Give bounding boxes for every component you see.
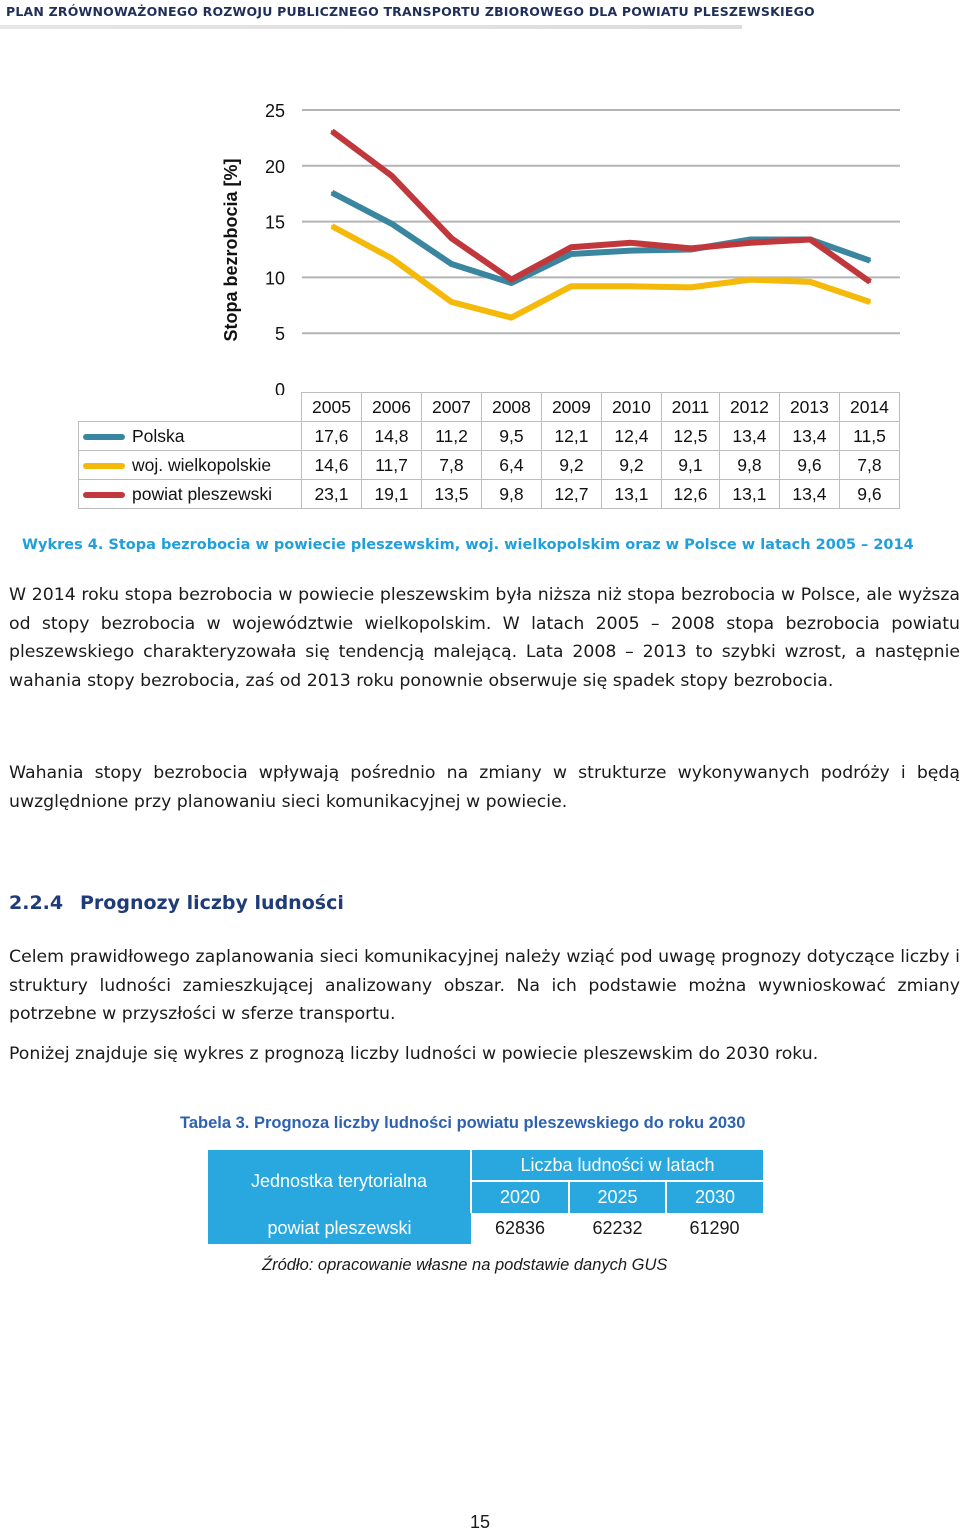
series-name: woj. wielkopolskie [132,454,272,475]
chart-table-row-wielkopolskie [79,451,900,480]
table-source-note: Źródło: opracowanie własne na podstawie danych GUS [262,1256,668,1274]
data-label: 13,1 [601,480,661,509]
chart-table-row-polska [79,422,900,451]
y-tick-label: 25 [264,101,285,121]
y-tick-label: 10 [264,268,285,289]
legend-key-wielkopolskie [83,463,125,469]
data-label: 14,6 [302,451,362,480]
data-point [570,246,572,248]
table-title: Tabela 3. Prognoza liczby ludności powiatu pleszewskiego do roku 2030 [180,1114,746,1132]
series-legend-wielkopolskie [79,451,302,480]
data-point [869,260,871,262]
y-tick-label: 20 [264,156,285,177]
data-point [391,257,393,259]
data-label: 6,4 [481,451,541,480]
section-heading [9,892,344,914]
data-point [451,301,453,303]
chart-year-label: 2006 [361,393,421,422]
chart-data-table [78,392,900,509]
data-label: 9,1 [661,451,719,480]
table-year-cell: 2020 [471,1181,569,1213]
data-label: 9,2 [541,451,601,480]
figure-caption: Wykres 4. Stopa bezrobocia w powiecie pleszewskim, woj. wielkopolskim oraz w Polsce w latach 2005 – 2014 [22,537,914,553]
chart-year-label: 2014 [839,393,899,422]
data-label: 12,1 [541,422,601,451]
chart-table-header-row [79,393,900,422]
series-name: Polska [132,425,185,446]
table-head-unit: Jednostka terytorialna [208,1150,471,1213]
population-forecast-table [208,1150,763,1244]
data-point [869,301,871,303]
chart-year-label: 2007 [421,393,481,422]
page-number: 15 [469,1512,491,1532]
table-row-label: powiat pleszewski [208,1213,471,1244]
data-label: 9,8 [719,451,779,480]
data-point [690,247,692,249]
table-year-cell: 2030 [666,1181,763,1213]
data-point [809,238,811,240]
table-head-group: Liczba ludności w latach [471,1150,763,1181]
data-label: 12,4 [601,422,661,451]
data-point [391,175,393,177]
y-tick-label: 5 [274,324,285,345]
data-point [750,279,752,281]
data-label: 13,4 [779,422,839,451]
table-head-row [208,1150,763,1181]
data-point [510,317,512,319]
legend-key-polska [83,434,125,440]
data-label: 14,8 [361,422,421,451]
y-tick-label: 15 [264,212,285,233]
paragraph-unemployment-impact: Wahania stopy bezrobocia wpływają pośrednio na zmiany w strukturze wykonywanych podróży i będą uwzględnione przy planowaniu sieci komunikacyjnej w powiecie. [9,763,960,812]
data-label: 13,4 [779,480,839,509]
series-legend-pleszewski [79,480,302,509]
data-label: 9,6 [779,451,839,480]
data-point [331,130,333,132]
data-point [809,281,811,283]
data-label: 12,5 [661,422,719,451]
data-label: 9,2 [601,451,661,480]
data-point [750,242,752,244]
chart-year-label: 2013 [779,393,839,422]
table-value-cell: 62836 [494,1218,546,1238]
document-header: PLAN ZRÓWNOWAŻONEGO ROZWOJU PUBLICZNEGO TRANSPORTU ZBIOROWEGO DLA POWIATU PLESZEWSKIEGO [6,4,815,19]
data-point [570,253,572,255]
data-label: 11,7 [361,451,421,480]
data-label: 11,5 [839,422,899,451]
data-point [331,192,333,194]
table-year-cell: 2025 [569,1181,666,1213]
chart-year-label: 2011 [661,393,719,422]
table-value-cell: 62232 [592,1218,643,1238]
series-legend-polska [79,422,302,451]
data-label: 9,5 [481,422,541,451]
series-line-2 [332,131,870,282]
section-title: Prognozy liczby ludności [80,892,344,914]
data-point [451,263,453,265]
data-point [331,225,333,227]
data-label: 13,5 [421,480,481,509]
data-label: 23,1 [302,480,362,509]
header-rule [0,25,742,29]
section-number: 2.2.4 [9,892,64,914]
data-point [630,285,632,287]
y-axis-label: Stopa bezrobocia [%] [221,158,241,342]
data-point [690,286,692,288]
data-point [391,223,393,225]
data-label: 13,4 [719,422,779,451]
data-label: 17,6 [302,422,362,451]
series-name: powiat pleszewski [132,483,273,504]
data-label: 9,8 [481,480,541,509]
y-tick-label: 0 [274,380,285,395]
table-value-cell: 61290 [689,1218,740,1238]
data-label: 7,8 [839,451,899,480]
paragraph-forecast-chart-note: Poniżej znajduje się wykres z prognozą liczby ludności w powiecie pleszewskim do 2030 roku. [9,1044,819,1064]
data-point [451,237,453,239]
data-point [570,285,572,287]
chart-table-corner [79,393,302,422]
data-point [630,242,632,244]
data-point [630,250,632,252]
table-data-row [208,1213,763,1244]
data-point [869,281,871,283]
data-label: 12,7 [541,480,601,509]
data-label: 7,8 [421,451,481,480]
data-label: 12,6 [661,480,719,509]
data-label: 11,2 [421,422,481,451]
chart-year-label: 2008 [481,393,541,422]
legend-key-pleszewski [83,492,125,498]
chart-table-row-pleszewski [79,480,900,509]
data-label: 9,6 [839,480,899,509]
chart-year-label: 2009 [541,393,601,422]
chart-year-label: 2010 [601,393,661,422]
paragraph-unemployment-trend: W 2014 roku stopa bezrobocia w powiecie pleszewskim była niższa niż stopa bezrobocia w Polsce, ale wyższa od stopy bezrobocia w województwie wielkopolskim. W latach 2005 – 2008 stopa bezrobocia powiatu pleszewskiego charakteryzowała się tendencją malejącą. Lata 2008 – 2013 to szybki wzrost, a następnie wahania stopy bezrobocia, zaś od 2013 roku ponownie obserwuje się spadek stopy bezrobocia. [9,585,960,691]
unemployment-line-chart [0,80,960,395]
data-label: 19,1 [361,480,421,509]
paragraph-forecast-intro: Celem prawidłowego zaplanowania sieci komunikacyjnej należy wziąć pod uwagę prognozy dotyczące liczby i struktury ludności zamieszkującej analizowany obszar. Na ich podstawie można wywnioskować zmiany potrzebne w przyszłości w sferze transportu. [9,947,960,1024]
chart-year-label: 2005 [302,393,362,422]
data-point [510,279,512,281]
chart-year-label: 2012 [719,393,779,422]
data-label: 13,1 [719,480,779,509]
